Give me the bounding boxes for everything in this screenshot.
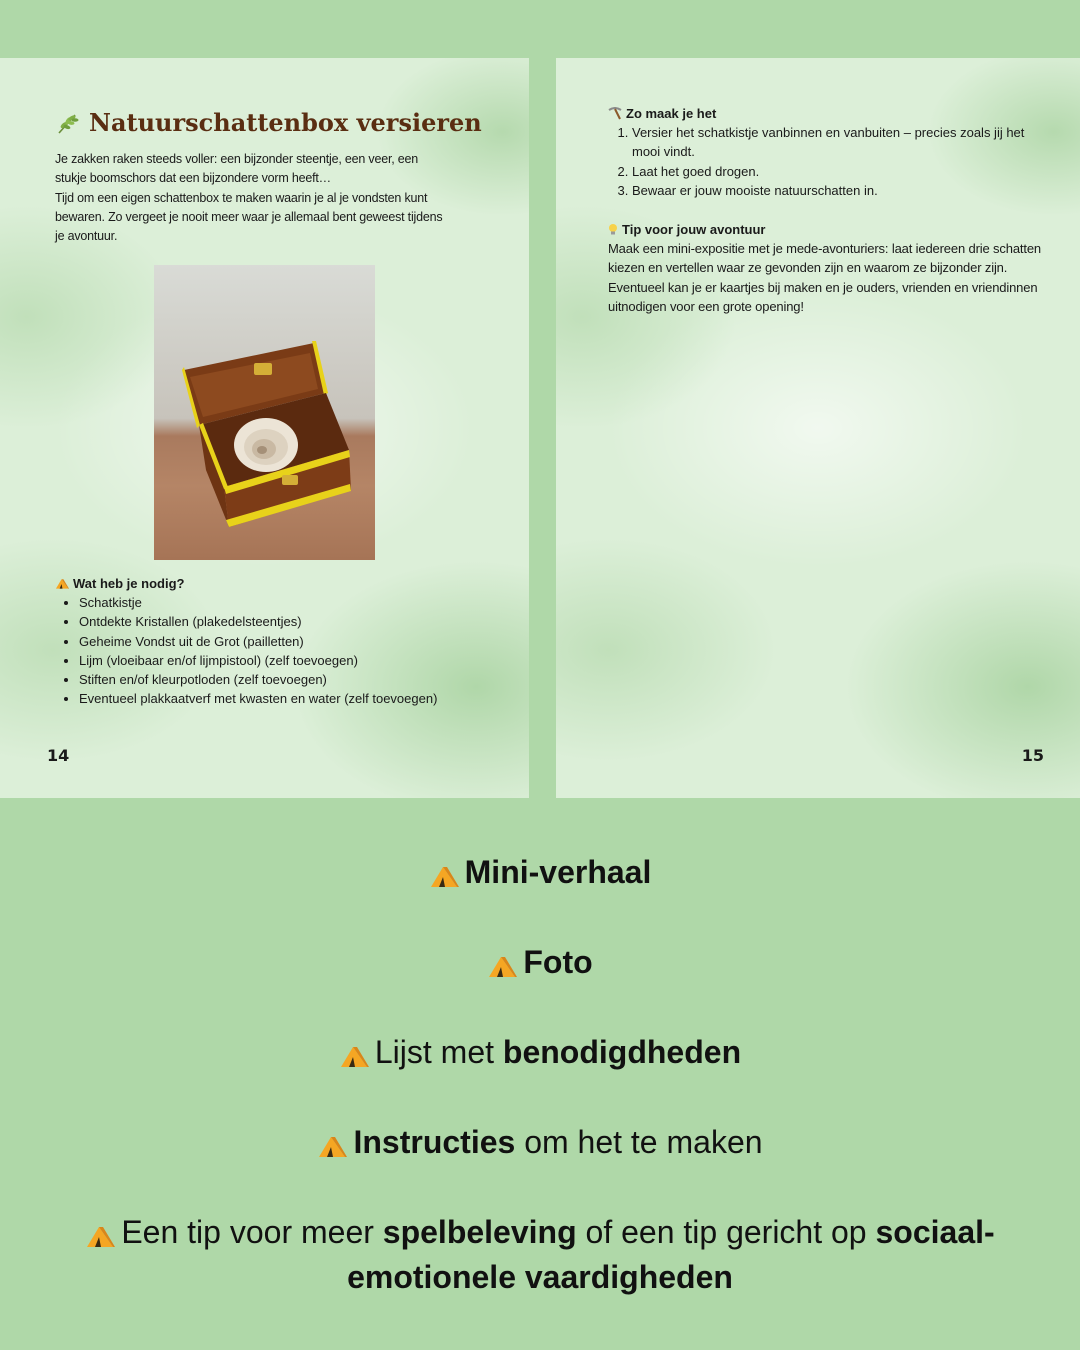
needs-list [55, 593, 525, 709]
needs-section [55, 576, 525, 709]
feature-text-bold: Foto [523, 944, 593, 980]
pickaxe-icon [608, 107, 622, 120]
list-item: 3. Bewaar er jouw mooiste natuurschatten in. [632, 181, 1048, 200]
tip-section [608, 222, 1048, 316]
tent-icon [55, 578, 69, 589]
lightbulb-icon [608, 223, 618, 236]
feature-text-bold: sociaal-emotionele vaardigheden [347, 1214, 995, 1295]
list-item: • Ontdekte Kristallen (plakedelsteentjes) [79, 612, 525, 631]
list-item: • Eventueel plakkaatverf met kwasten en water (zelf toevoegen) [79, 689, 525, 708]
needs-heading [55, 576, 525, 591]
list-item: • Lijm (vloeibaar en/of lijmpistool) (zelf toevoegen) [79, 651, 525, 670]
howto-section [608, 106, 1048, 200]
feature-tip [15, 1210, 1065, 1300]
treasure-chest-photo [154, 265, 375, 560]
needs-heading-text: Wat heb je nodig? [73, 576, 185, 591]
feature-text: of een tip gericht op [576, 1214, 876, 1250]
howto-heading-text: Zo maak je het [626, 106, 717, 121]
tip-heading-text: Tip voor jouw avontuur [622, 222, 766, 237]
tent-icon [85, 1225, 115, 1247]
booklet-page-right [556, 58, 1080, 798]
page-title [55, 108, 482, 137]
feature-text: Een tip voor meer [121, 1214, 383, 1250]
feature-photo [0, 940, 1080, 985]
intro-paragraph-1: Je zakken raken steeds voller: een bijzonder steentje, een veer, een stukje boomschors dat een bijzondere vorm heeft… [55, 152, 419, 186]
list-item: 2. Laat het goed drogen. [632, 162, 1048, 181]
tip-text: Maak een mini-expositie met je mede-avonturiers: laat iedereen drie schatten kiezen en vertellen waar ze gevonden zijn en waarom ze bijzonder zijn. Eventueel kan je er kaartjes bij maken en je ouders, vrienden en vriendinnen uitnodigen voor een grote opening! [608, 241, 1041, 314]
feature-mini-story [0, 850, 1080, 895]
list-item: • Schatkistje [79, 593, 525, 612]
tent-icon [317, 1135, 347, 1157]
feature-text-bold: benodigdheden [502, 1034, 742, 1070]
tent-icon [339, 1045, 369, 1067]
list-item: 1. Versier het schatkistje vanbinnen en vanbuiten – precies zoals jij het mooi vindt. [632, 123, 1048, 162]
tent-icon [429, 865, 459, 887]
intro-paragraph-2: Tijd om een eigen schattenbox te maken waarin je al je vondsten kunt bewaren. Zo vergeet je nooit meer waar je allemaal bent geweest tijdens je avontuur. [55, 190, 443, 244]
feature-text-bold: Instructies [353, 1124, 516, 1160]
list-item: • Stiften en/of kleurpotloden (zelf toevoegen) [79, 670, 525, 689]
leaf-branch-icon [55, 110, 81, 136]
feature-text-bold: Mini-verhaal [464, 854, 652, 890]
tent-icon [487, 955, 517, 977]
feature-text: Lijst met [374, 1034, 503, 1070]
steps-list [608, 123, 1048, 200]
tip-heading [608, 222, 1048, 237]
intro-text [55, 150, 445, 246]
feature-text: om het te maken [515, 1124, 763, 1160]
booklet-page-left [0, 58, 529, 798]
feature-instructions [0, 1120, 1080, 1165]
treasure-chest-with-shell-icon [154, 265, 375, 560]
list-item: • Geheime Vondst uit de Grot (pailletten) [79, 632, 525, 651]
page-number-right: 15 [1021, 746, 1044, 765]
page-title-text: Natuurschattenbox versieren [89, 108, 482, 137]
feature-text-bold: spelbeleving [382, 1214, 577, 1250]
page-number-left: 14 [47, 746, 70, 765]
feature-needs-list [0, 1030, 1080, 1075]
howto-heading [608, 106, 1048, 121]
